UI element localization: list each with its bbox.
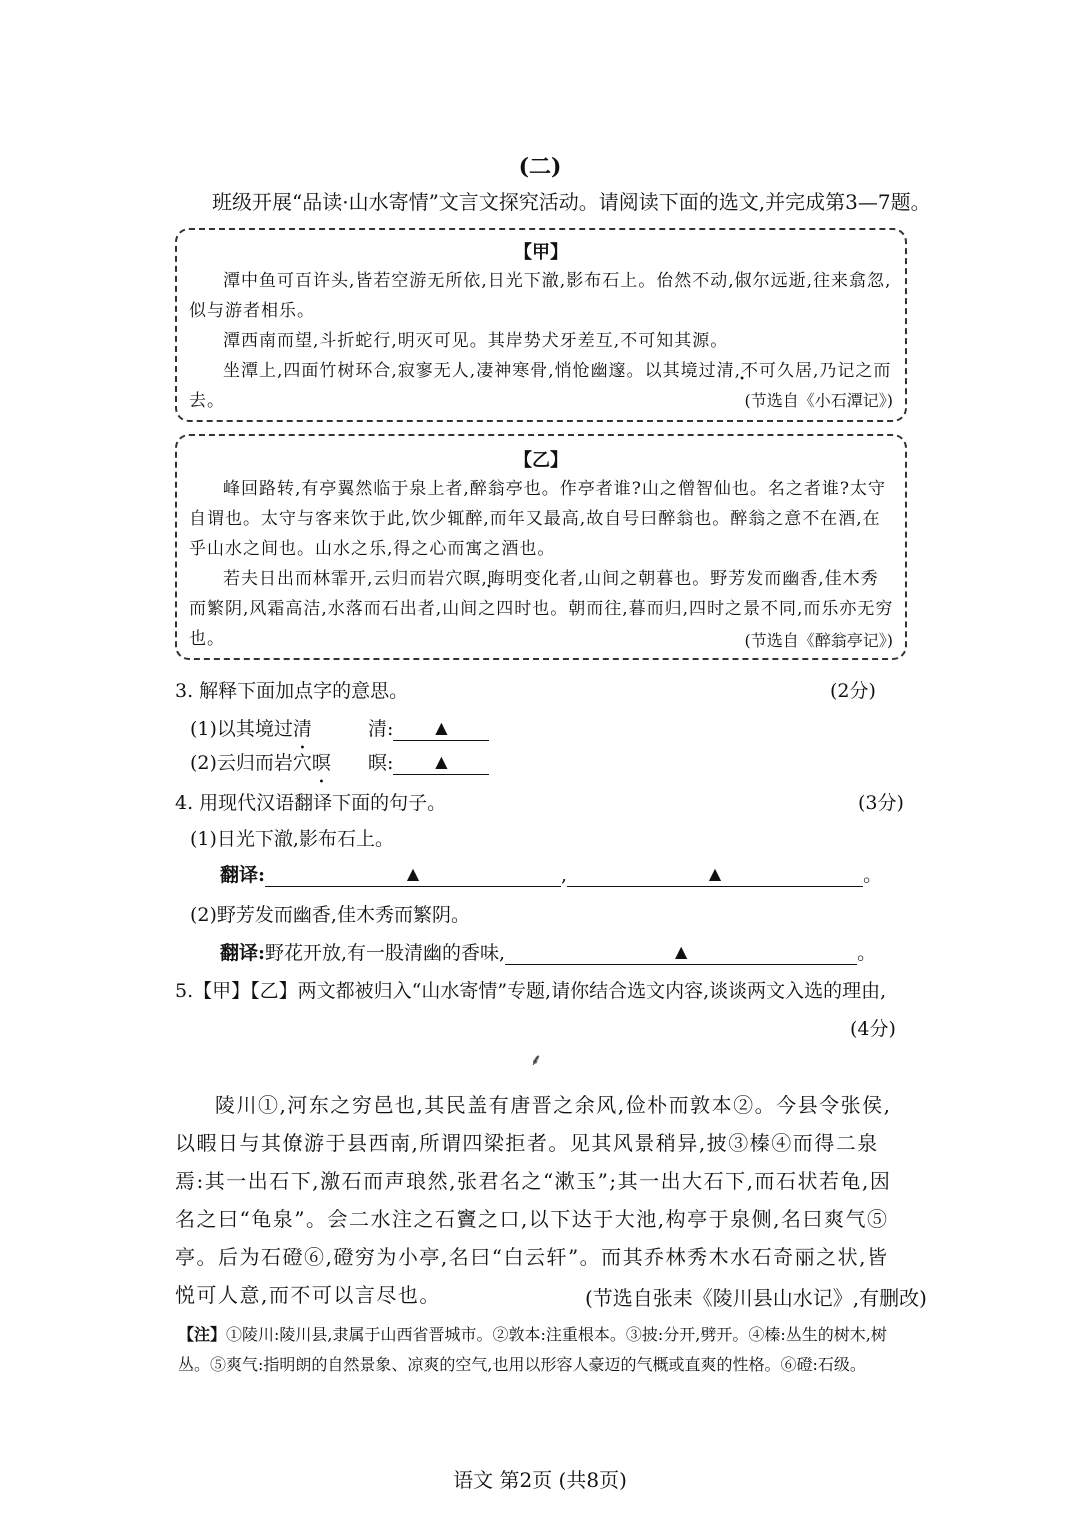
q4-given-text: 野花开放,有一股清幽的香味, bbox=[265, 942, 506, 964]
q5-stem: 5.【甲】【乙】两文都被归入“山水寄情”专题,请你结合选文内容,谈谈两文入选的理由, bbox=[175, 980, 887, 1002]
notes-label: 【注】 bbox=[178, 1325, 227, 1344]
page-footer: 语文 第2页 (共8页) bbox=[453, 1468, 627, 1492]
dotted-char: 暝 bbox=[311, 752, 331, 774]
passage-bing-b: 丽之状,皆悦可人意,而不可以言尽也。 bbox=[175, 1245, 889, 1307]
section-title: (二) bbox=[518, 154, 562, 180]
q3-score: (2分) bbox=[830, 680, 876, 702]
q5-score: (4分) bbox=[850, 1018, 896, 1040]
answer-blank[interactable] bbox=[567, 862, 863, 887]
triangle-icon: ▲ bbox=[674, 942, 688, 961]
passage-bing-a: 陵川①,河东之穷邑也,其民盖有唐晋之余风,俭朴而敦本②。今县令张侯,以暇日与其僚游于县西南,所谓四梁拒者。见其风景稍异,披③榛④而得二泉焉:其一出石下,激石而声琅然,张君名之“漱玉”;其一出大石下,而石状若龟,因名之曰“龟泉”。会二水注之石竇之口,以下达于大池,构亭于泉侧,名曰爽气⑤亭。后为石磴⑥,磴穷为小亭,名曰“白云轩”。而其乔林秀木水石 bbox=[175, 1093, 892, 1269]
q3-item2-text: (2)云归而岩穴 bbox=[190, 752, 312, 774]
dotted-char: 清 bbox=[716, 361, 735, 381]
passage-jia-box bbox=[175, 228, 907, 422]
translate-label: 翻译: bbox=[220, 864, 266, 886]
passage-yi-heading: 【乙】 bbox=[514, 450, 568, 471]
passage-yi-p1: 峰回路转,有亭翼然临于泉上者,醉翁亭也。作亭者谁?山之僧智仙也。名之者谁?太守自谓也。太守与客来饮于此,饮少辄醉,而年又最高,故自号曰醉翁也。醉翁之意不在酒,在乎山水之间也。山水之乐,得之心而寓之酒也。 bbox=[189, 479, 887, 559]
q4-sentence1: (1)日光下澈,影布石上。 bbox=[190, 828, 394, 850]
dotted-char: 清 bbox=[292, 718, 312, 740]
passage-yi-box bbox=[175, 434, 907, 660]
answer-blank[interactable] bbox=[265, 862, 561, 887]
passage-jia-source: (节选自《小石潭记》) bbox=[744, 391, 893, 410]
passage-bing-source: (节选自张耒《陵川县山水记》,有删改) bbox=[585, 1286, 927, 1310]
period: 。 bbox=[857, 942, 877, 964]
notes bbox=[178, 1320, 910, 1380]
passage-jia-heading: 【甲】 bbox=[514, 242, 568, 263]
notes-text: ①陵川:陵川县,隶属于山西省晋城市。②敦本:注重根本。③披:分开,劈开。④榛:丛生的树木,树丛。⑤爽气:指明朗的自然景象、凉爽的空气,也用以形容人豪迈的气概或直爽的性格。⑥磴:石级。 bbox=[178, 1325, 887, 1374]
q4-stem: 4. 用现代汉语翻译下面的句子。 bbox=[175, 792, 447, 814]
separator-icon: ⸙ bbox=[530, 1050, 543, 1069]
q3-item1-label: 清: bbox=[368, 718, 394, 740]
q3-item1-answer bbox=[368, 714, 489, 741]
q3-item1 bbox=[190, 714, 312, 741]
passage-jia-p1: 潭中鱼可百许头,皆若空游无所依,日光下澈,影布石上。佁然不动,俶尔远逝,往来翕忽,似与游者相乐。 bbox=[189, 271, 892, 321]
triangle-icon: ▲ bbox=[435, 752, 448, 771]
answer-blank[interactable] bbox=[505, 940, 857, 965]
period: 。 bbox=[863, 864, 883, 886]
q3-stem: 3. 解释下面加点字的意思。 bbox=[175, 680, 409, 702]
q4-score: (3分) bbox=[858, 792, 904, 814]
q4-translate2 bbox=[220, 938, 876, 965]
dotted-char: 奇 bbox=[773, 1245, 795, 1269]
q3-item2-label: 暝: bbox=[368, 752, 394, 774]
dotted-char: 暝 bbox=[463, 569, 482, 589]
triangle-icon: ▲ bbox=[435, 718, 448, 737]
passage-yi-p2-b: ,晦明变化者,山间之朝暮也。野芳发而幽香,佳木秀而繁阴,风霜高洁,水落而石出者,山间之四时也。朝而往,暮而归,四时之景不同,而乐亦无穷也。 bbox=[189, 569, 894, 649]
answer-blank[interactable] bbox=[393, 716, 489, 741]
comma: , bbox=[561, 864, 568, 886]
answer-blank[interactable] bbox=[393, 750, 489, 775]
translate-label: 翻译: bbox=[220, 942, 266, 964]
q3-item2 bbox=[190, 748, 331, 775]
passage-yi-p2-a: 若夫日出而林霏开,云归而岩穴 bbox=[223, 569, 464, 589]
q4-sentence2: (2)野芳发而幽香,佳木秀而繁阴。 bbox=[190, 904, 470, 926]
q3-item2-answer bbox=[368, 748, 489, 775]
triangle-icon: ▲ bbox=[708, 864, 722, 883]
passage-yi-source: (节选自《醉翁亭记》) bbox=[744, 631, 893, 650]
triangle-icon: ▲ bbox=[406, 864, 420, 883]
passage-jia-p3-b: ,不可久居,乃记之而去。 bbox=[189, 361, 892, 411]
passage-jia-p3-a: 坐潭上,四面竹树环合,寂寥无人,凄神寒骨,悄怆幽邃。以其境过 bbox=[223, 361, 717, 381]
q4-translate1 bbox=[220, 860, 882, 887]
q3-item1-text: (1)以其境过 bbox=[190, 718, 293, 740]
passage-jia-p2: 潭西南而望,斗折蛇行,明灭可见。其岸势犬牙差互,不可知其源。 bbox=[223, 331, 729, 351]
section-intro: 班级开展“品读·山水寄情”文言文探究活动。请阅读下面的选文,并完成第3—7题。 bbox=[212, 190, 931, 214]
passage-bing bbox=[175, 1086, 907, 1314]
